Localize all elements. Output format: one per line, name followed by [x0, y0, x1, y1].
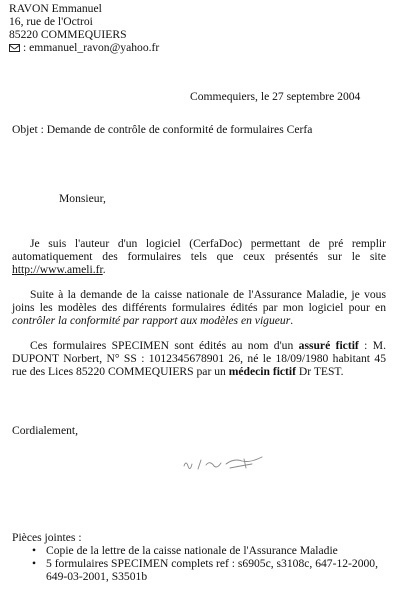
- paragraph-request-text: Suite à la demande de la caisse nationale de l'Assurance Maladie, je vous joins les modèles des différents formulaires édités par mon logiciel pour en: [12, 288, 386, 314]
- paragraph-request: [12, 288, 386, 327]
- sender-email-line: [9, 41, 159, 54]
- handwritten-signature: [180, 452, 270, 481]
- paragraph-intro: [12, 237, 386, 276]
- salutation: Monsieur,: [59, 192, 106, 205]
- paragraph-intro-end: .: [102, 263, 106, 276]
- paragraph-specimen-part2: : M. DUPONT Norbert, N° SS : 1012345678901 26, né le 18/09/1980 habitant 45 rue des Lices 85220 COMMEQUIERS par un: [12, 339, 386, 378]
- attachment-item: • Copie de la lettre de la caisse nationale de l'Assurance Maladie: [32, 544, 392, 557]
- attachment-item: • 5 formulaires SPECIMEN complets ref : s6905c, s3108c, 647-12-2000, 649-03-2001, S3501b: [32, 557, 392, 583]
- envelope-icon: [9, 44, 20, 52]
- paragraph-intro-text: Je suis l'auteur d'un logiciel (CerfaDoc) permettant de pré remplir automatiquement des formulaires tels que ceux présentés sur le site: [12, 237, 386, 263]
- closing: Cordialement,: [12, 424, 79, 437]
- paragraph-specimen-part1: Ces formulaires SPECIMEN sont édités au nom d'un: [30, 339, 299, 352]
- sender-city: 85220 COMMEQUIERS: [9, 28, 127, 41]
- attachments-list: [32, 544, 392, 583]
- date-line: Commequiers, le 27 septembre 2004: [190, 90, 361, 103]
- paragraph-specimen-part3: Dr TEST.: [296, 365, 344, 378]
- sender-name: RAVON Emmanuel: [9, 2, 102, 15]
- sender-street: 16, rue de l'Octroi: [9, 15, 93, 28]
- assure-fictif-bold: assuré fictif: [298, 339, 359, 352]
- signature-scribble: [180, 452, 270, 478]
- medecin-fictif-bold: médecin fictif: [228, 365, 296, 378]
- sender-email: : emmanuel_ravon@yahoo.fr: [23, 41, 160, 54]
- paragraph-request-end: .: [290, 314, 294, 327]
- paragraph-request-emphasis: contrôler la conformité par rapport aux modèles en vigueur: [12, 314, 291, 327]
- sender-address: [9, 2, 159, 54]
- ameli-link[interactable]: http://www.ameli.fr: [12, 263, 103, 276]
- attachments-title: Pièces jointes :: [12, 531, 82, 544]
- subject-line: Objet : Demande de contrôle de conformité de formulaires Cerfa: [12, 123, 313, 136]
- paragraph-specimen: [12, 339, 386, 378]
